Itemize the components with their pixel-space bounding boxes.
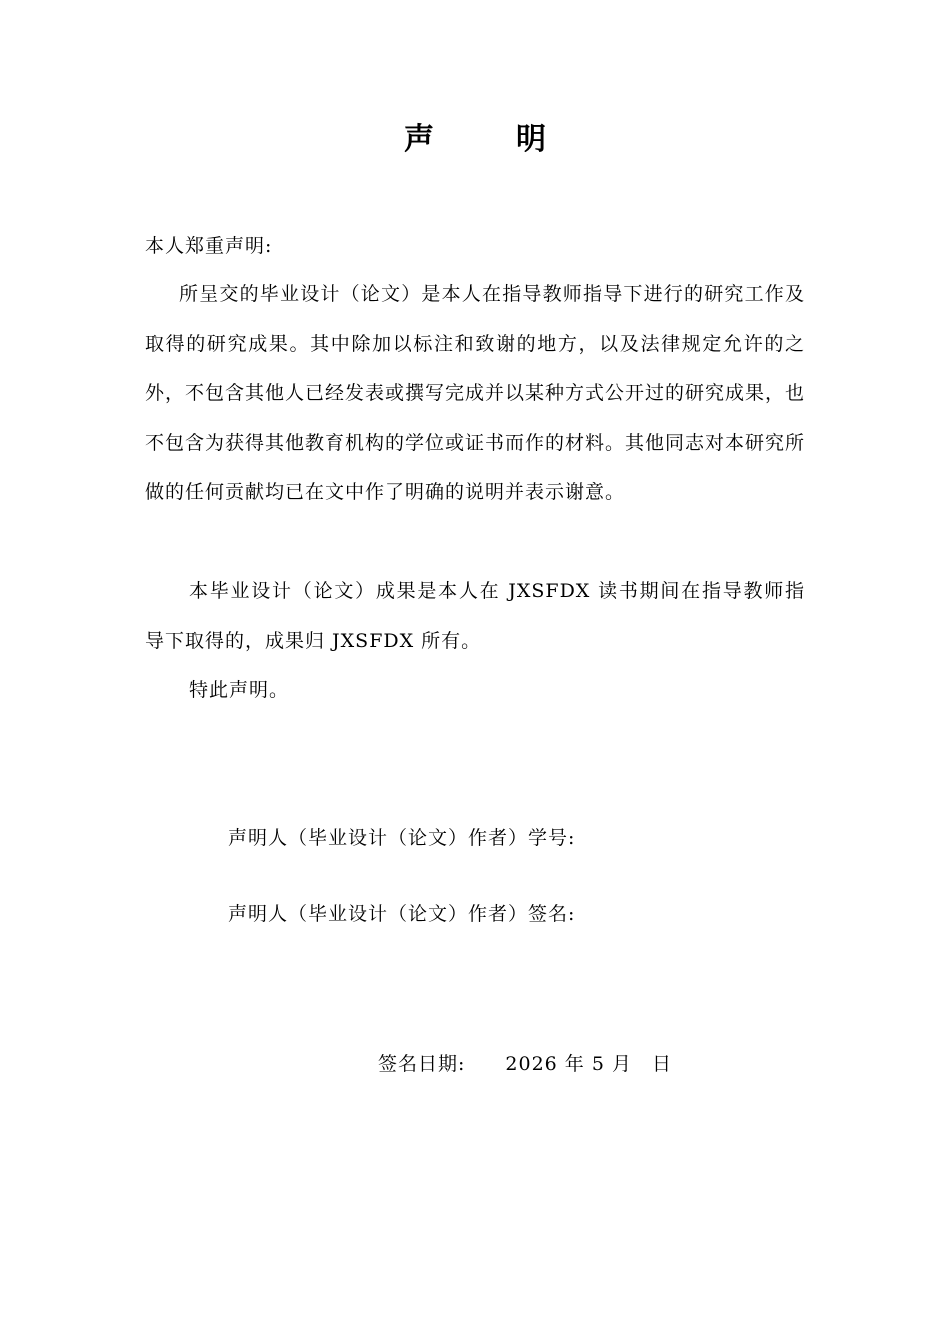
student-id-label: 声明人（毕业设计（论文）作者）学号: xyxy=(228,827,576,849)
title-char-2: 明 xyxy=(516,122,546,157)
declaration-paragraph-1: 所呈交的毕业设计（论文）是本人在指导教师指导下进行的研究工作及取得的研究成果。其中除加以标注和致谢的地方，以及法律规定允许的之外，不包含其他人已经发表或撰写完成并以某种方式公开过的研究成果，也不包含为获得其他教育机构的学位或证书而作的材料。其他同志对本研究所做的任何贡献均已在文中作了明确的说明并表示谢意。 xyxy=(145,283,806,503)
title-char-1: 声 xyxy=(404,122,434,157)
opening-line: 本人郑重声明: xyxy=(145,235,273,257)
declaration-paragraph-2: 本毕业设计（论文）成果是本人在 JXSFDX 读书期间在指导教师指导下取得的，成果归 JXSFDX 所有。 xyxy=(145,580,805,652)
signature-date: 签名日期: 2026 年 5 月 日 xyxy=(378,1053,672,1075)
declaration-closing: 特此声明。 xyxy=(189,679,290,701)
page-title xyxy=(0,118,950,162)
signature-label: 声明人（毕业设计（论文）作者）签名: xyxy=(228,903,576,925)
